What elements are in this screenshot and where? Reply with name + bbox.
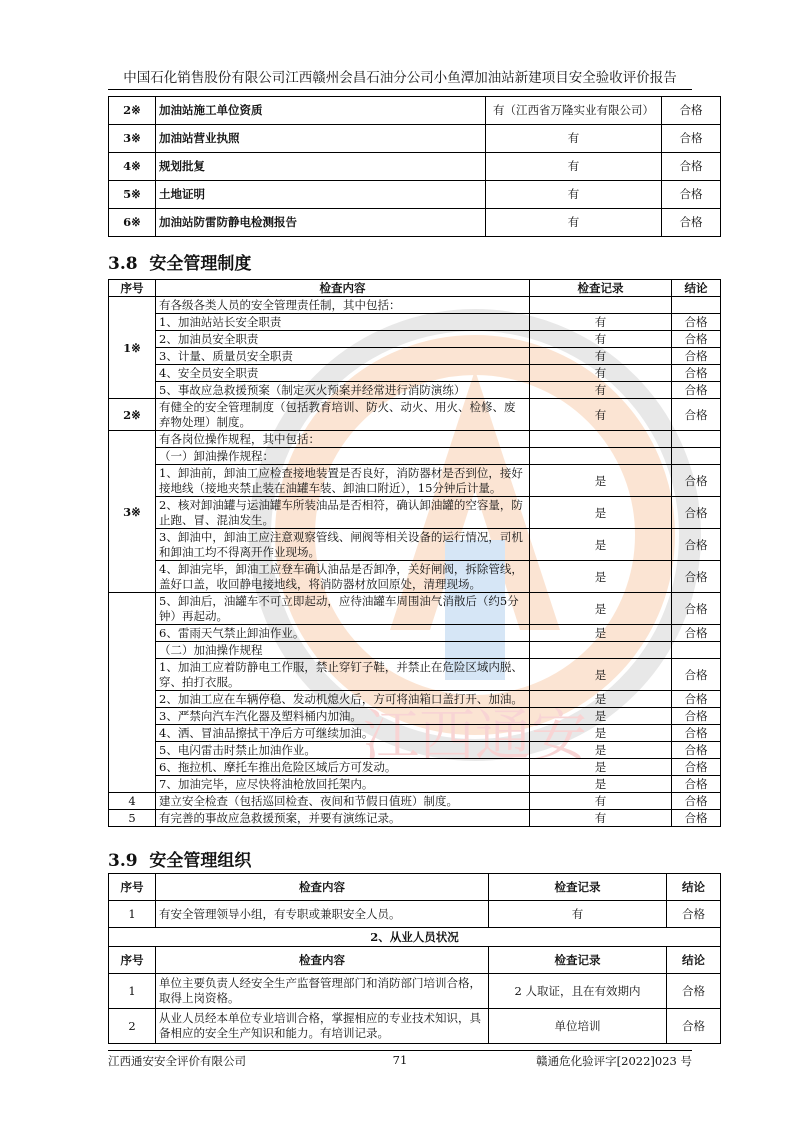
table-row: 1 单位主要负责人经安全生产监督管理部门和消防部门培训合格，取得上岗资格。 2 人取证，且在有效期内 合格 [109, 974, 721, 1009]
report-number: 赣通危化验评字[2022]023 号 [536, 1054, 692, 1068]
footer-rule [108, 1050, 692, 1051]
row-result: 合格 [662, 181, 721, 209]
row-result: 合格 [672, 742, 721, 759]
row-result: 合格 [662, 153, 721, 181]
row-result: 合格 [662, 209, 721, 237]
page-header: 中国石化销售股份有限公司江西赣州会昌石油分公司小鱼潭加油站新建项目安全验收评价报告 [123, 70, 677, 86]
row-result [672, 642, 721, 659]
table-row [109, 348, 721, 365]
table-row [109, 691, 721, 708]
section-3-8-heading: 3.8 安全管理制度 [108, 254, 252, 274]
col-content: 检查内容 [156, 874, 489, 901]
table-row: 2 从业人员经本单位专业培训合格，掌握相应的专业技术知识，具备相应的安全生产知识和能力。有培训记录。 单位培训 合格 [109, 1009, 721, 1044]
col-no: 序号 [109, 280, 156, 297]
row-record: 是 [530, 725, 672, 742]
row-number: 2※ [109, 399, 156, 431]
table-row [109, 759, 721, 776]
row-number: 1※ [109, 297, 156, 399]
row-record [530, 431, 672, 448]
row-content: 4、卸油完毕，卸油工应登车确认油品是否卸净，关好闸阀，拆除管线，盖好口盖，收回静电接地线，将消防器材放回原处，清理现场。 [156, 561, 530, 593]
table-row [109, 399, 721, 431]
row-result: 合格 [672, 593, 721, 625]
row-record: 有 [486, 209, 662, 237]
table-row [109, 153, 721, 181]
subsection-row: 2、从业人员状况 [109, 928, 721, 947]
row-content: 6、拖拉机、摩托车推出危险区域后方可发动。 [156, 759, 530, 776]
row-number: 6※ [109, 209, 156, 237]
table-row [109, 431, 721, 448]
col-no: 序号 [109, 874, 156, 901]
row-number: 4※ [109, 153, 156, 181]
row-record: 是 [530, 659, 672, 691]
row-number: 4 [109, 793, 156, 810]
row-content: 5、卸油后，油罐车不可立即起动，应待油罐车周围油气消散后（约5分钟）再起动。 [156, 593, 530, 625]
table-row [109, 708, 721, 725]
col-record: 检查记录 [530, 280, 672, 297]
row-content: 2、核对卸油罐与运油罐车所装油品是否相符，确认卸油罐的空容量，防止跑、冒、混油发生。 [156, 497, 530, 529]
table-row [109, 365, 721, 382]
table-row [109, 625, 721, 642]
row-record: 是 [530, 759, 672, 776]
row-content: 土地证明 [156, 181, 486, 209]
row-content: 有各级各类人员的安全管理责任制，其中包括： [156, 297, 530, 314]
row-record: 有 [530, 331, 672, 348]
row-content: 1、加油工应着防静电工作服，禁止穿钉子鞋，并禁止在危险区域内脱、穿、拍打衣服。 [156, 659, 530, 691]
safety-system-table [108, 279, 721, 827]
row-content: 建立安全检查（包括巡回检查、夜间和节假日值班）制度。 [156, 793, 530, 810]
table-row [109, 742, 721, 759]
row-record: 有 [486, 125, 662, 153]
table-row [109, 465, 721, 497]
table-header-row: 序号 检查内容 检查记录 结论 [109, 947, 721, 974]
row-content: 1、卸油前，卸油工应检查接地装置是否良好，消防器材是否到位，接好接地线（接地夹禁止装在油罐车装、卸油口附近），15分钟后计量。 [156, 465, 530, 497]
watermark-text: 江西通安 [363, 704, 587, 769]
row-result: 合格 [672, 793, 721, 810]
table-header-row [109, 280, 721, 297]
row-result: 合格 [672, 314, 721, 331]
row-content: （二）加油操作规程 [156, 642, 530, 659]
table-row [109, 181, 721, 209]
row-record: 是 [530, 561, 672, 593]
row-content: 6、雷雨天气禁止卸油作业。 [156, 625, 530, 642]
row-record: 有 [530, 314, 672, 331]
row-result: 合格 [672, 529, 721, 561]
row-content: 加油站施工单位资质 [156, 97, 486, 125]
row-record: 有 [530, 810, 672, 827]
table-row [109, 497, 721, 529]
row-content: 4、洒、冒油品擦拭干净后方可继续加油。 [156, 725, 530, 742]
table-row: 1 有安全管理领导小组，有专职或兼职安全人员。 有 合格 [109, 901, 721, 928]
row-result: 合格 [672, 691, 721, 708]
row-content: 有完善的事故应急救援预案，并要有演练记录。 [156, 810, 530, 827]
row-result: 合格 [672, 659, 721, 691]
row-content: 5、电闪雷击时禁止加油作业。 [156, 742, 530, 759]
table-row [109, 810, 721, 827]
row-content: 有健全的安全管理制度（包括教育培训、防火、动火、用火、检修、废弃物处理）制度。 [156, 399, 530, 431]
row-record: 有 [486, 181, 662, 209]
table-row [109, 297, 721, 314]
col-result: 结论 [672, 280, 721, 297]
row-number: 3※ [109, 125, 156, 153]
section-3-9-heading: 3.9 安全管理组织 [108, 851, 252, 871]
row-record: 有（江西省万隆实业有限公司） [486, 97, 662, 125]
row-record: 是 [530, 497, 672, 529]
row-result: 合格 [672, 759, 721, 776]
row-record: 有 [530, 793, 672, 810]
row-content: 有各岗位操作规程，其中包括： [156, 431, 530, 448]
row-record: 是 [530, 465, 672, 497]
row-number: 3※ [109, 431, 156, 593]
safety-org-table [108, 873, 721, 1044]
row-record: 是 [530, 708, 672, 725]
qualification-table [108, 96, 721, 237]
row-result: 合格 [672, 465, 721, 497]
table-row [109, 642, 721, 659]
row-content: 4、安全员安全职责 [156, 365, 530, 382]
row-content: 规划批复 [156, 153, 486, 181]
row-result [672, 431, 721, 448]
row-result: 合格 [672, 382, 721, 399]
row-result: 合格 [662, 97, 721, 125]
table-row [109, 725, 721, 742]
table-row [109, 382, 721, 399]
col-content: 检查内容 [156, 280, 530, 297]
row-result: 合格 [672, 561, 721, 593]
table-header-row [109, 874, 721, 901]
row-result: 合格 [662, 125, 721, 153]
table-row [109, 125, 721, 153]
row-record: 是 [530, 691, 672, 708]
row-result: 合格 [672, 331, 721, 348]
row-result: 合格 [672, 497, 721, 529]
table-row [109, 593, 721, 625]
row-record: 有 [530, 382, 672, 399]
row-record: 有 [530, 348, 672, 365]
row-result: 合格 [672, 810, 721, 827]
footer-company: 江西通安安全评价有限公司 [108, 1054, 246, 1068]
row-result [672, 448, 721, 465]
row-result: 合格 [672, 348, 721, 365]
row-content: （一）卸油操作规程： [156, 448, 530, 465]
row-content: 加油站防雷防静电检测报告 [156, 209, 486, 237]
table-row [109, 314, 721, 331]
page-number: 71 [392, 1053, 408, 1067]
table-row [109, 776, 721, 793]
row-content: 加油站营业执照 [156, 125, 486, 153]
row-number-continued [109, 593, 156, 793]
row-record: 是 [530, 742, 672, 759]
col-record: 检查记录 [489, 874, 667, 901]
row-content: 2、加油员安全职责 [156, 331, 530, 348]
row-result: 合格 [672, 725, 721, 742]
row-result: 合格 [672, 365, 721, 382]
table-row [109, 529, 721, 561]
row-content: 5、事故应急救援预案（制定灭火预案并经常进行消防演练） [156, 382, 530, 399]
row-result: 合格 [672, 776, 721, 793]
row-record: 有 [530, 399, 672, 431]
row-content: 3、计量、质量员安全职责 [156, 348, 530, 365]
row-number: 2※ [109, 97, 156, 125]
row-content: 3、卸油中，卸油工应注意观察管线、闸阀等相关设备的运行情况，司机和卸油工均不得离开作业现场。 [156, 529, 530, 561]
row-content: 1、加油站站长安全职责 [156, 314, 530, 331]
table-row [109, 561, 721, 593]
row-record: 有 [530, 365, 672, 382]
row-record: 有 [486, 153, 662, 181]
row-record: 是 [530, 625, 672, 642]
row-content: 2、加油工应在车辆停稳、发动机熄火后，方可将油箱口盖打开、加油。 [156, 691, 530, 708]
row-record: 是 [530, 529, 672, 561]
row-content: 7、加油完毕，应尽快将油枪放回托架内。 [156, 776, 530, 793]
row-record: 是 [530, 593, 672, 625]
row-result: 合格 [672, 399, 721, 431]
table-row [109, 97, 721, 125]
row-result: 合格 [672, 625, 721, 642]
table-row [109, 448, 721, 465]
row-number: 5 [109, 810, 156, 827]
row-record [530, 642, 672, 659]
table-row [109, 793, 721, 810]
row-result: 合格 [672, 708, 721, 725]
header-rule [108, 89, 692, 90]
col-result: 结论 [667, 874, 721, 901]
row-record: 是 [530, 776, 672, 793]
table-row [109, 659, 721, 691]
row-record [530, 297, 672, 314]
row-number: 5※ [109, 181, 156, 209]
row-record [530, 448, 672, 465]
row-result [672, 297, 721, 314]
table-row [109, 209, 721, 237]
row-content: 3、严禁向汽车汽化器及塑料桶内加油。 [156, 708, 530, 725]
table-row [109, 331, 721, 348]
